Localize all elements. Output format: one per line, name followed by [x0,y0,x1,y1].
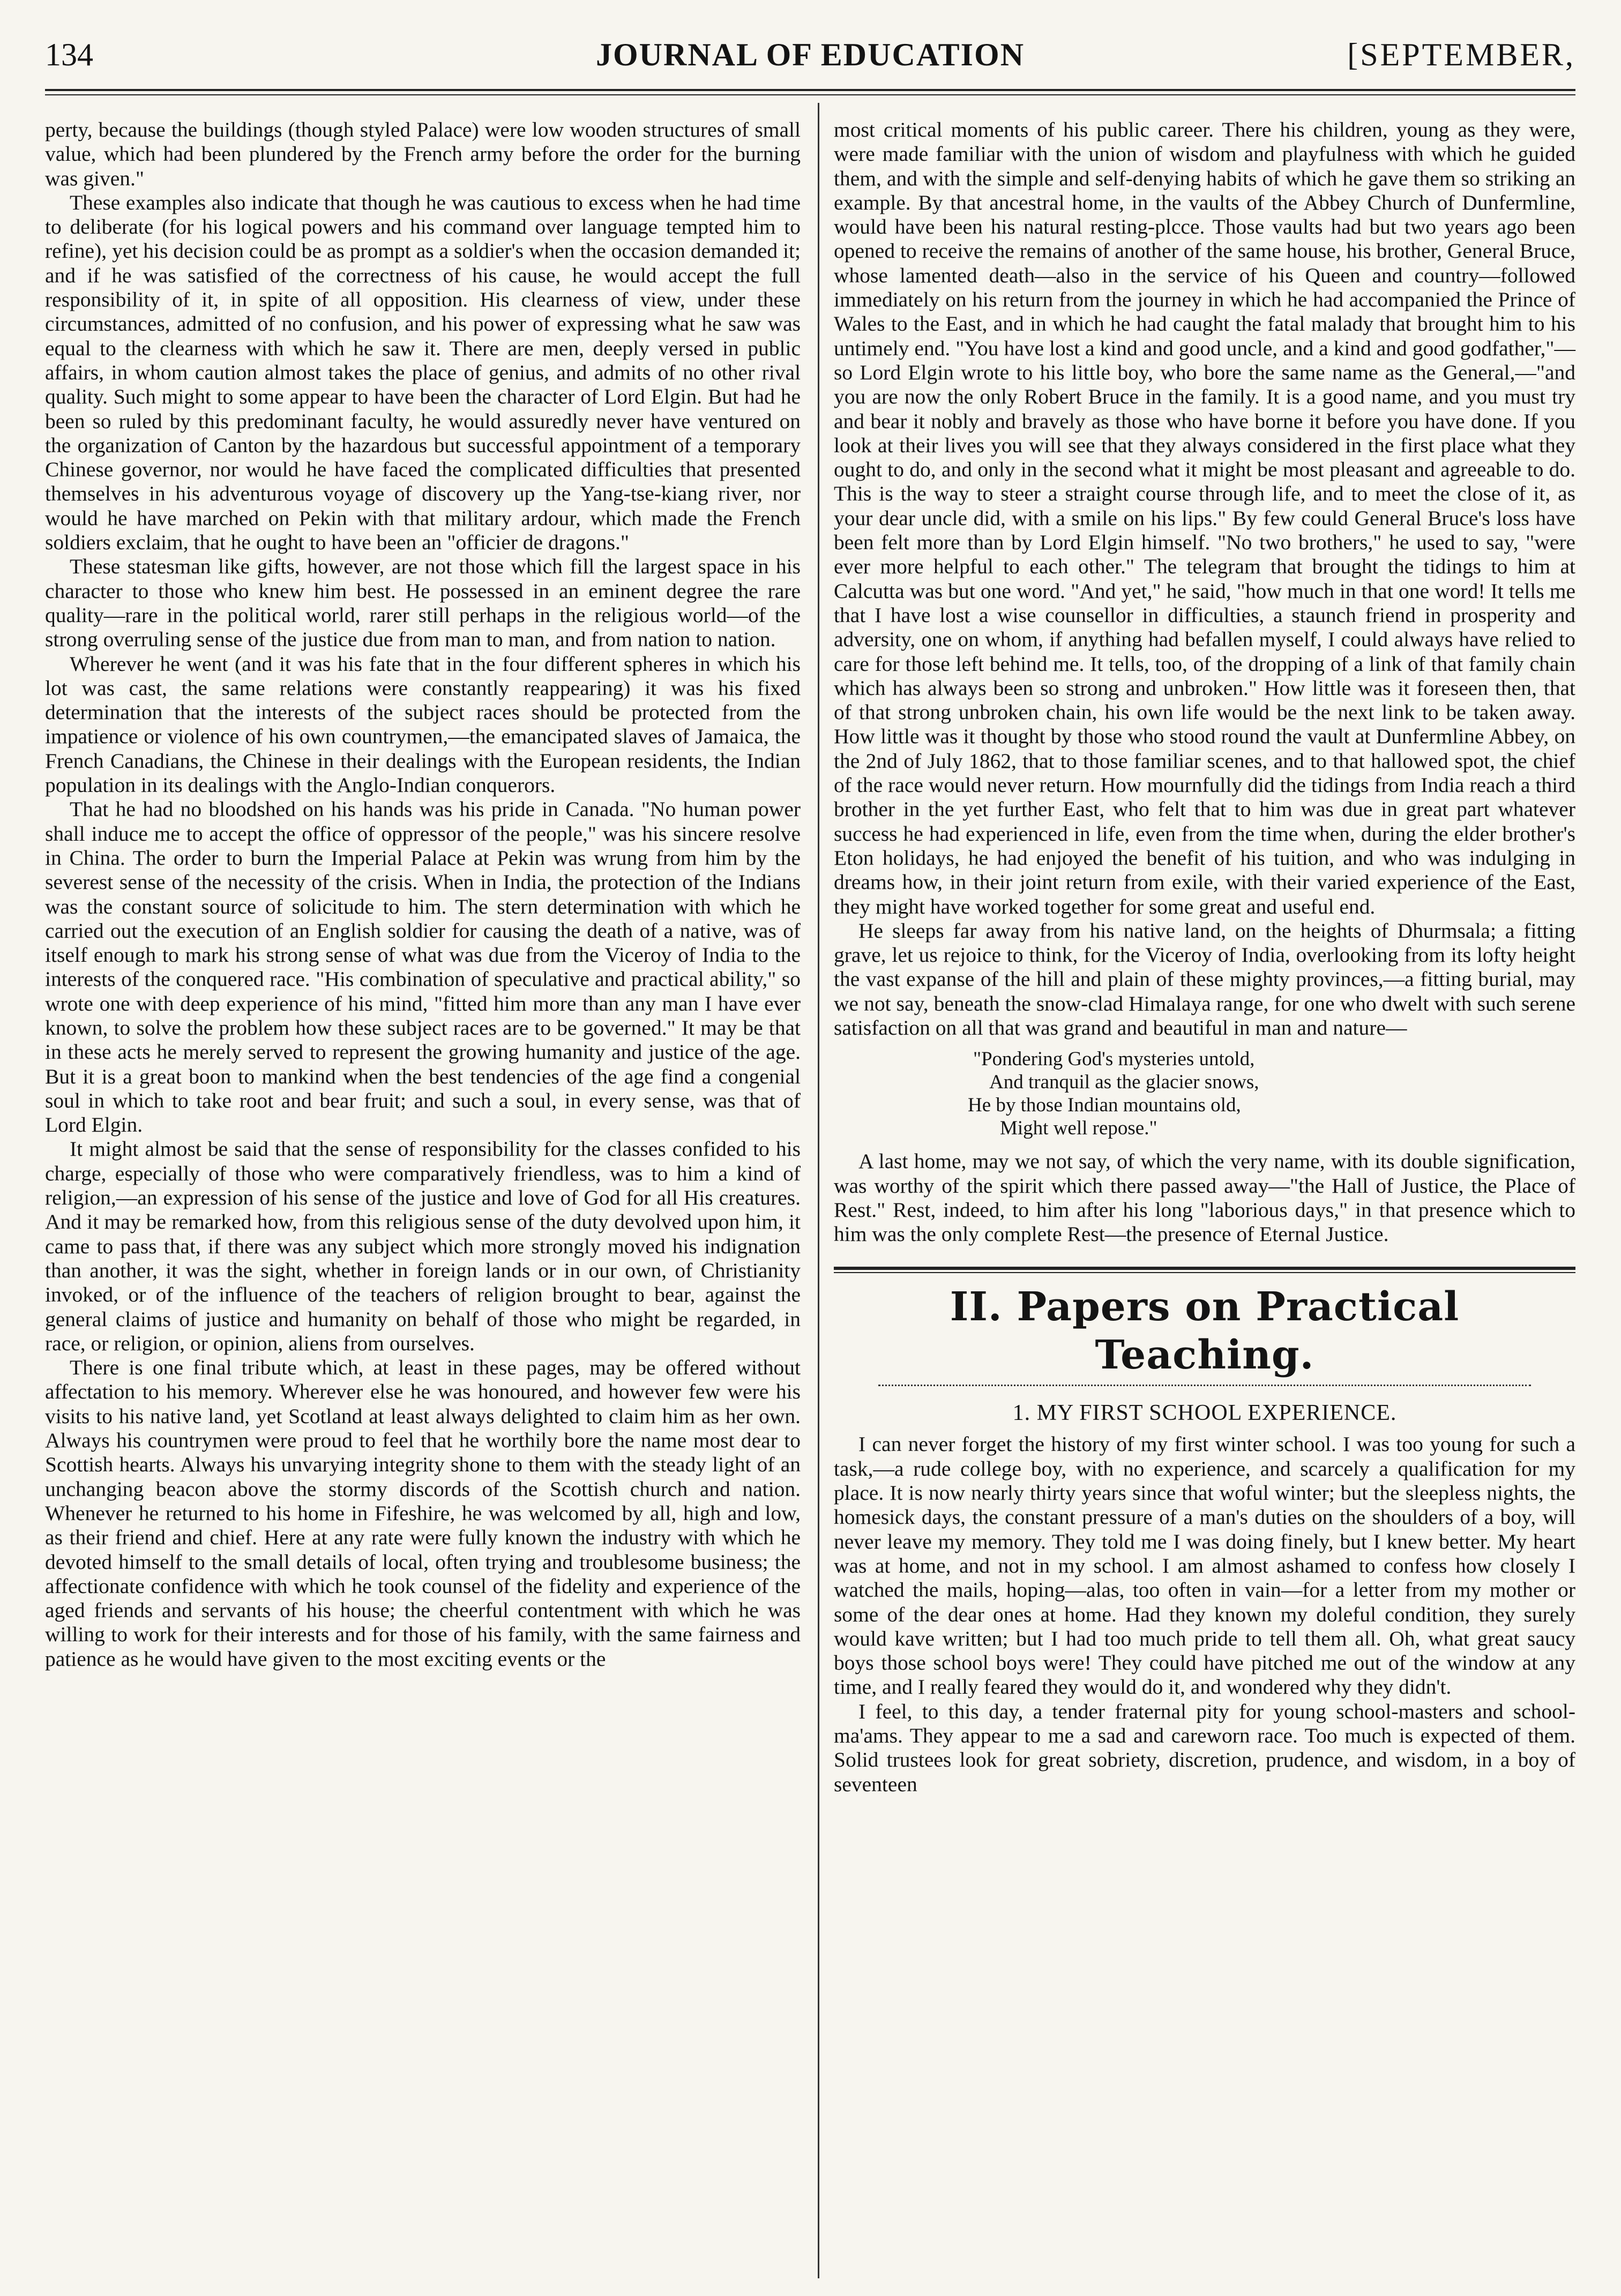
journal-title: JOURNAL OF EDUCATION [595,37,1025,72]
section-title: II. Papers on Practical Teaching. [950,1284,1460,1379]
page-number: 134 [45,37,93,72]
paragraph: Wherever he went (and it was his fate that in the four different spheres in which his lot was cast, the same relations were constantly reappearing) it was his fixed determination that the interests of the subject races should be protected from the impatience or violence of his own countrymen,—the emancipated slaves of Jamaica, the French Canadians, the Chinese in their dealings with the European residents, the Indian population in its dealings with the Anglo-Indian conquerors. [45,652,801,797]
column-separator [818,103,819,2278]
header-rule-thin [45,94,1575,95]
paragraph: I can never forget the history of my first winter school. I was too young for such a task,—a rude college boy, with no experience, and scarcely a qualification for my place. It is now nearly thirty years since that woful winter; but the sleepless nights, the homesick days, the constant pressure of a man's duties on the shoulders of a boy, will never leave my memory. They told me I was doing finely, but I knew better. My heart was at home, and not in my school. I am almost ashamed to confess how closely I watched the mails, hoping—alas, too often in vain—for a letter from my mother or some of the dear ones at home. Had they known my doleful condition, they surely would kave written; but I had too much pride to tell them all. Oh, what great saucy boys those school boys were! They could have pitched me out of the window at any time, and I really feared they would do it, and wondered why they didn't. [834,1432,1575,1699]
paragraph: That he had no bloodshed on his hands was his pride in Canada. "No human power shall induce me to accept the office of oppressor of the people," was his sincere resolve in China. The order to burn the Imperial Palace at Pekin was wrung from him by the severest sense of the necessity of the crisis. When in India, the protection of the Indians was the constant source of solicitude to him. The stern determination with which he carried out the execution of an English soldier for causing the death of a native, was of itself enough to mark his strong sense of what was due from the Viceroy of India to the interests of the conquered race. "His combination of speculative and practical ability," so wrote one with deep experience of his mind, "fitted him more than any man I have ever known, to solve the problem how these subject races are to be governed." It may be that in these acts he merely served to represent the growing humanity and justice of the age. But it is a great boon to mankind when the best tendencies of the age find a congenial soul in which to take root and bear fruit; and such a soul, in every sense, was that of Lord Elgin. [45,797,801,1137]
paragraph: I feel, to this day, a tender fraternal pity for young school-masters and school-ma'ams. They appear to me a sad and careworn race. Too much is expected of them. Solid trustees look for great sobriety, discretion, prudence, and wisdom, in a boy of seventeen [834,1699,1575,1796]
poem-line: He by those Indian mountains old, [968,1094,1241,1117]
header-rule [45,89,1575,91]
paragraph: A last home, may we not say, of which the very name, with its double signification, was worthy of the spirit which there passed away—"the Hall of Justice, the Place of Rest." Rest, indeed, to him after his long "laborious days," in that presence which to him was the only complete Rest—the presence of Eternal Justice. [834,1149,1575,1246]
paragraph: These statesman like gifts, however, are not those which fill the largest space in his character to those who knew him best. He possessed in an eminent degree the rare quality—rare in the political world, rarer still perhaps in the religious world—of the strong overruling sense of the justice due from man to man, and from nation to nation. [45,555,801,652]
right-column [834,118,1575,1797]
section-rule-thin [834,1272,1575,1273]
paragraph: perty, because the buildings (though styled Palace) were low wooden structures of small value, which had been plundered by the French army before the order for the burning was given." [45,118,801,190]
ornamental-rule [878,1385,1531,1386]
paragraph: It might almost be said that the sense of responsibility for the classes confided to his charge, especially of those who were comparatively friendless, was to him a kind of religion,—an expression of his sense of the justice and love of God for all His creatures. And it may be remarked how, from this religious sense of the duty devolved upon him, it came to pass that, if there was any subject which more strongly moved his indignation than another, it was the sight, whether in foreign lands or in our own, of Christianity invoked, or of the influence of the teachers of religion brought to bear, against the general claims of justice and humanity on behalf of those who might be regarded, in race, or religion, or opinion, aliens from ourselves. [45,1137,801,1355]
page-header [45,28,1575,76]
paragraph: most critical moments of his public career. There his children, young as they were, were made familiar with the union of wisdom and playfulness with which he guided them, and with the simple and self-denying habits of which he gave them so striking an example. By that ancestral home, in the vaults of the Abbey Church of Dunfermline, would have been his natural resting-plcce. Those vaults had but two years ago been opened to receive the remains of another of the same house, his brother, General Bruce, whose lamented death—also in the service of his Queen and country—followed immediately on his return from the journey in which he had accompanied the Prince of Wales to the East, and in which he had caught the fatal malady that brought him to his untimely end. "You have lost a kind and good uncle, and a kind and good godfather,"—so Lord Elgin wrote to his little boy, who bore the same name as the General,—"and you are now the only Robert Bruce in the family. It is a good name, and you must try and bear it nobly and bravely as those who have borne it before you have done. If you look at their lives you will see that they always considered in the first place what they ought to do, and only in the second what it might be most pleasant and agreeable to do. This is the way to steer a straight course through life, and to meet the close of it, as your dear uncle did, with a smile on his lips." By few could General Bruce's loss have been felt more than by Lord Elgin himself. "No two brothers," he used to say, "were ever more helpful to each other." The telegram that brought the tidings to him at Calcutta was but one word. "And yet," he said, "how much in that one word! It tells me that I have lost a wise counsellor in difficulties, a staunch friend in prosperity and adversity, one on whom, if anything had befallen myself, I could always have relied to care for those left behind me. It tells, too, of the dropping of a link of that family chain which has always been so strong and unbroken." How little was it foreseen then, that of that strong unbroken chain, his own life would be the next link to be taken away. How little was it thought by those who stood round the vault at Dunfermline Abbey, on the 2nd of July 1862, that to those familiar scenes, and to that hallowed spot, the chief of the race would never return. How mournfully did the tidings from India reach a third brother in the yet further East, who felt that to him was due in great part whatever success he had experienced in life, even from the time when, during the elder brother's Eton holidays, he had enjoyed the benefit of his tuition, and who was indulging in dreams how, in their joint return from exile, with their varied experience of the East, they might have worked together for some great and useful end. [834,118,1575,918]
article-title: 1. MY FIRST SCHOOL EXPERIENCE. [1012,1401,1397,1426]
poem-line: "Pondering God's mysteries untold, [973,1048,1255,1071]
poem-line: Might well repose." [1000,1117,1157,1140]
paragraph: There is one final tribute which, at least in these pages, may be offered without affectation to his memory. Wherever else he was honoured, and however few were his visits to his native land, yet Scotland at least always delighted to claim him as her own. Always his countrymen were proud to feel that he worthily bore the name most dear to Scottish hearts. Always his unvarying integrity shone to them with the steady light of an unchanging beacon above the stormy discords of the Scottish church and nation. Whenever he returned to his home in Fifeshire, he was welcomed by all, high and low, as their friend and chief. Here at any rate were fully known the industry with which he devoted himself to the small details of local, often trying and troublesome business; the affectionate confidence with which he took counsel of the fidelity and experience of the aged friends and servants of his house; the cheerful contentment with which he was willing to work for their interests and for those of his family, with the same fairness and patience as he would have given to the most exciting events or the [45,1356,801,1671]
poem [834,1048,1575,1140]
header-month: [SEPTEMBER, [1347,37,1575,72]
paragraph: He sleeps far away from his native land, on the heights of Dhurmsala; a fitting grave, let us rejoice to think, for the Viceroy of India, overlooking from its lofty height the vast expanse of the hill and plain of these mighty provinces,—a fitting burial, may we not say, beneath the snow-clad Himalaya range, for one who dwelt with such serene satisfaction on all that was grand and beautiful in man and nature— [834,918,1575,1039]
left-column [45,118,801,1671]
paragraph: These examples also indicate that though he was cautious to excess when he had time to deliberate (for his logical powers and his command over language tempted him to refine), yet his decision could be as prompt as a soldier's when the occasion demanded it; and if he was satisfied of the correctness of his cause, he would accept the full responsibility of it, in spite of all opposition. His clearness of view, under these circumstances, admitted of no confusion, and his power of expressing what he saw was equal to the clearness with which he saw it. There are men, deeply versed in public affairs, in whom caution almost takes the place of genius, and admits of no other rival quality. Such might to some appear to have been the character of Lord Elgin. But had he been so ruled by this predominant faculty, he would assuredly never have ventured on the organization of Canton by the hazardous but successful appointment of a temporary Chinese governor, nor would he have faced the complicated difficulties that presented themselves in his adventurous voyage of discovery up the Yang-tse-kiang river, nor would he have marched on Pekin with that military ardour, which made the French soldiers exclaim, that he ought to have been an "officier de dragons." [45,190,801,555]
section-rule [834,1267,1575,1270]
poem-line: And tranquil as the glacier snows, [989,1071,1259,1094]
